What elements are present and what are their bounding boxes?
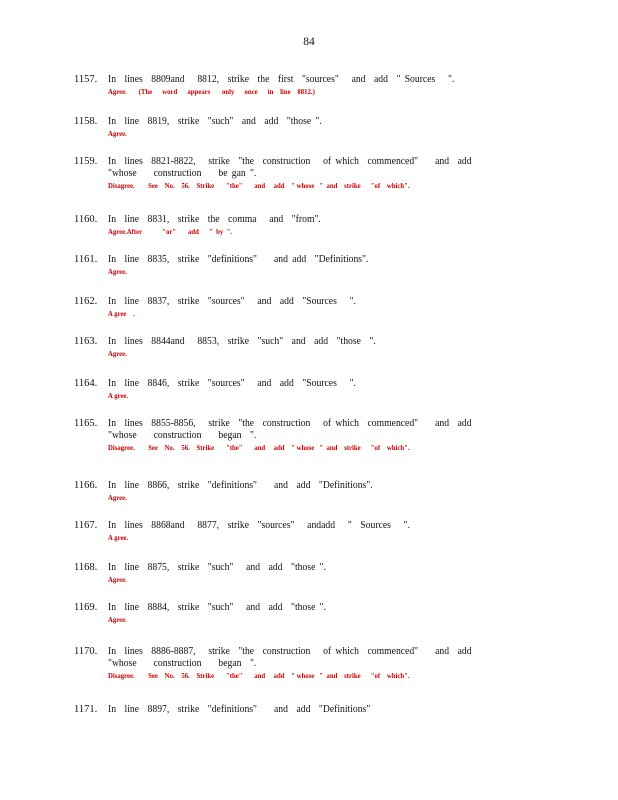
entry-number: 1171. (74, 704, 98, 715)
entry-text: In lines 8868and 8877, strike "sources" andadd " Sources ". (108, 520, 411, 531)
amendment-entry (0, 418, 618, 453)
amendment-entry (0, 214, 618, 237)
entry-text: In lines 8821-8822, strike "the construction of which commenced" and add "whose construction be gan ". (108, 156, 481, 179)
amendment-entry (0, 646, 618, 681)
entry-response: Agree. (108, 129, 127, 138)
entry-response: Agree.After "or" add " by ". (108, 227, 233, 236)
entry-number: 1160. (74, 214, 98, 225)
entry-number: 1166. (74, 480, 98, 491)
entry-number: 1162. (74, 296, 98, 307)
entry-response: Agree. (108, 267, 127, 276)
entry-number: 1157. (74, 74, 98, 85)
amendment-entry (0, 378, 618, 401)
entry-text: In line 8835, strike "definitions" and add "Definitions". (108, 254, 369, 265)
entry-number: 1159. (74, 156, 98, 167)
entry-text: In line 8875, strike "such" and add "those ". (108, 562, 326, 573)
entry-text: In line 8846, strike "sources" and add "Sources ". (108, 378, 356, 389)
amendment-entry (0, 116, 618, 139)
entry-number: 1169. (74, 602, 98, 613)
entry-text: In line 8884, strike "such" and add "those ". (108, 602, 326, 613)
entry-text: In lines 8855-8856, strike "the construction of which commenced" and add "whose construction began ". (108, 418, 481, 441)
entry-text: In line 8897, strike "definitions" and add "Definitions" (108, 704, 371, 715)
entry-response: Agree. (The word appears only once in line 8812.) (108, 87, 315, 96)
amendment-entry (0, 156, 618, 191)
entry-text: In line 8866, strike "definitions" and add "Definitions". (108, 480, 373, 491)
amendment-entry (0, 296, 618, 319)
amendment-entry (0, 254, 618, 277)
entry-text: In line 8819, strike "such" and add "those ". (108, 116, 322, 127)
entry-number: 1168. (74, 562, 98, 573)
entry-text: In line 8831, strike the comma and "from". (108, 214, 321, 225)
entry-text: In lines 8886-8887, strike "the construction of which commenced" and add "whose construction began ". (108, 646, 481, 669)
entry-number: 1170. (74, 646, 98, 657)
entry-number: 1161. (74, 254, 98, 265)
entry-number: 1165. (74, 418, 98, 429)
entry-number: 1163. (74, 336, 98, 347)
entry-response: Disagree. See No. 56. Strike "the" and add " whose " and strike "of which". (108, 443, 410, 452)
page-number: 84 (303, 36, 315, 48)
entry-response: A gree . (108, 309, 135, 318)
amendment-entry (0, 74, 618, 97)
entry-response: Agree. (108, 575, 127, 584)
entry-response: Disagree. See No. 56. Strike "the" and add " whose " and strike "of which". (108, 671, 410, 680)
entry-response: A gree. (108, 391, 129, 400)
amendment-entry (0, 520, 618, 543)
entry-response: Agree. (108, 493, 127, 502)
entry-number: 1164. (74, 378, 98, 389)
entry-number: 1167. (74, 520, 98, 531)
entry-response: Agree. (108, 349, 127, 358)
entry-response: Disagree. See No. 56. Strike "the" and add " whose " and strike "of which". (108, 181, 410, 190)
entry-text: In lines 8809and 8812, strike the first "sources" and add " Sources ". (108, 74, 455, 85)
entry-response: A gree. (108, 533, 129, 542)
amendment-entry (0, 336, 618, 359)
entry-text: In lines 8844and 8853, strike "such" and add "those ". (108, 336, 376, 347)
amendment-entry (0, 562, 618, 585)
amendment-entry (0, 704, 618, 716)
amendment-entry (0, 602, 618, 625)
amendment-entry (0, 480, 618, 503)
entry-text: In line 8837, strike "sources" and add "Sources ". (108, 296, 356, 307)
entry-number: 1158. (74, 116, 98, 127)
entry-response: Agree. (108, 615, 127, 624)
